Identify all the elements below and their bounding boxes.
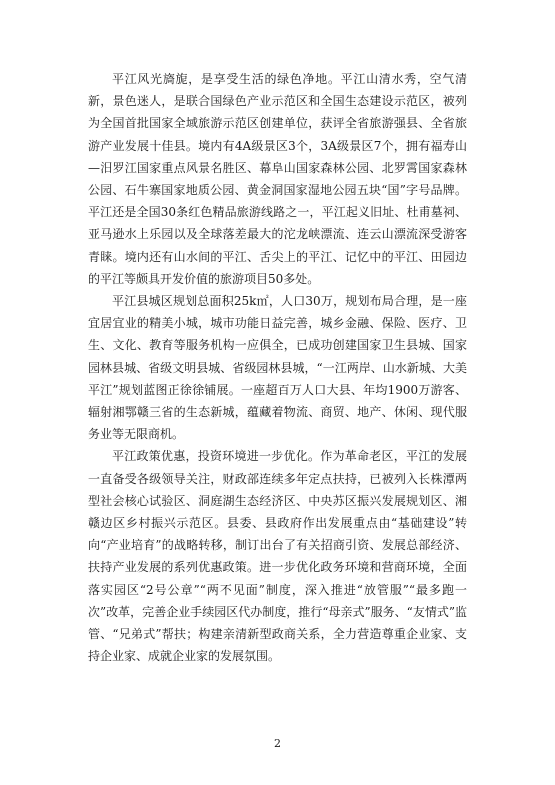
paragraph-policy: 平江政策优惠，投资环境进一步优化。作为革命老区，平江的发展一直备受各级领导关注，财政部连续多年定点扶持，已被列入长株潭两型社会核心试验区、洞庭湖生态经济区、中央苏区振兴发展规划区、湘赣边区乡村振兴示范区。县委、县政府作出发展重点由“基础建设”转向“产业培育”的战略转移，制订出台了有关招商引资、发展总部经济、扶持产业发展的系列优惠政策。进一步优化政务环境和营商环境，全面落实园区“2号公章”“两不见面”制度，深入推进“放管服”“最多跑一次”改革，完善企业手续园区代办制度，推行“母亲式”服务、“友情式”监管、“兄弟式”帮扶；构建亲清新型政商关系，全力营造尊重企业家、支持企业家、成就企业家的发展氛围。: [88, 449, 467, 664]
paragraph-tourism: 平江风光旖旎，是享受生活的绿色净地。平江山清水秀，空气清新，景色迷人，是联合国绿色产业示范区和全国生态建设示范区，被列为全国首批国家全域旅游示范区创建单位，获评全省旅游强县、全省旅游产业发展十佳县。境内有4A级景区3个，3A级景区7个，拥有福寿山—汨罗江国家重点风景名胜区、幕阜山国家森林公园、北罗霄国家森林公园、石牛寨国家地质公园、黄金洞国家湿地公园五块“国”字号品牌。平江还是全国30条红色精品旅游线路之一，平江起义旧址、杜甫墓祠、亚马逊水上乐园以及全球落差最大的沱龙峡漂流、连云山漂流深受游客青睐。境内还有山水间的平江、舌尖上的平江、记忆中的平江、田园边的平江等颇具开发价值的旅游项目50多处。: [88, 72, 467, 286]
paragraph-urban-planning: 平江县城区规划总面积25k㎡，人口30万，规划布局合理，是一座宜居宜业的精美小城，城市功能日益完善，城乡金融、保险、医疗、卫生、文化、教育等服务机构一应俱全，已成功创建国家卫生县城、国家园林县城、省级文明县城、省级园林县城，“一江两岸、山水新城、大美平江”规划蓝图正徐徐铺展。一座超百万人口大县、年均1900万游客、辐射湘鄂赣三省的生态新城，蕴藏着物流、商贸、地产、休闲、现代服务业等无限商机。: [88, 294, 467, 442]
page-number: 2: [274, 737, 281, 750]
document-body: [88, 68, 467, 667]
